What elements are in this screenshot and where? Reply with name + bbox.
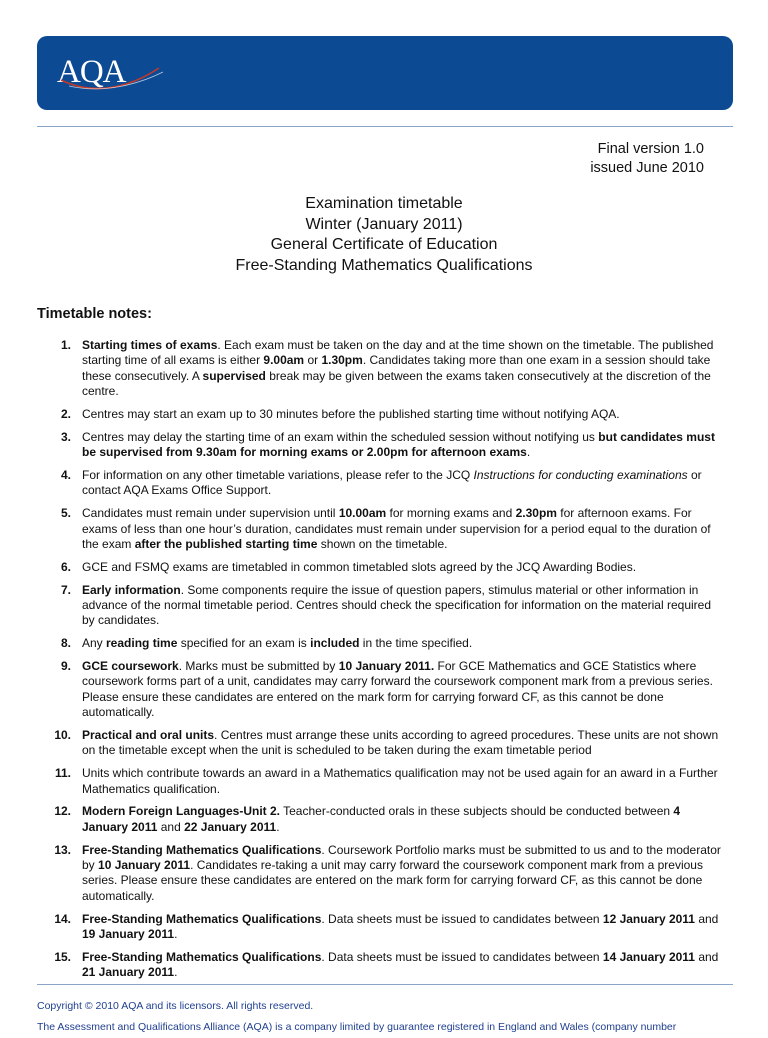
note-text: Practical and oral units bbox=[82, 728, 215, 743]
note-text: Candidates must remain under supervision until bbox=[82, 506, 339, 521]
note-text: 1.30pm bbox=[321, 353, 363, 368]
note-item bbox=[37, 506, 727, 552]
note-text: 21 January 2011 bbox=[82, 965, 175, 980]
note-text: . bbox=[174, 965, 178, 980]
note-text: and bbox=[694, 911, 719, 926]
note-text: Free-Standing Mathematics Qualifications bbox=[82, 911, 322, 926]
note-text: Units which contribute towards an award in a Mathematics qualification may not be used again for an award in a Further Mathematics qualification. bbox=[82, 766, 718, 796]
note-item bbox=[37, 843, 727, 905]
note-text: 14 January 2011 bbox=[602, 949, 695, 964]
note-text: GCE coursework bbox=[82, 659, 179, 674]
note-item bbox=[37, 468, 727, 499]
note-number: 1. bbox=[60, 338, 71, 352]
note-text: Starting times of exams bbox=[82, 338, 218, 352]
note-text: 19 January 2011 bbox=[82, 927, 175, 942]
note-text: . Candidates taking more than one exam in a session should take these consecutively. A bbox=[82, 353, 711, 383]
note-text: Modern Foreign Languages-Unit 2. bbox=[82, 804, 281, 819]
version-info bbox=[590, 140, 704, 178]
note-text: . Candidates re-taking a unit may carry forward the coursework component mark from a previous series. Please ensure these candidates are entered on the mark form for carrying forward CF, as this cannot be done automatically. bbox=[82, 858, 703, 903]
note-text: in the time specified. bbox=[359, 636, 473, 651]
note-text: . Data sheets must be issued to candidates between bbox=[321, 949, 603, 964]
note-number: 15. bbox=[54, 949, 71, 964]
version-line: Final version 1.0 bbox=[597, 141, 704, 157]
note-text: Teacher-conducted orals in these subjects should be conducted between bbox=[280, 804, 674, 819]
note-text: For GCE Mathematics and GCE Statistics where coursework forms part of a unit, candidates may carry forward the coursework component mark from a previous series. Please ensure these candidates are entered on the mark form for carrying forward CF, as this cannot be done automatically. bbox=[82, 659, 713, 720]
note-item bbox=[37, 766, 727, 797]
note-text: Free-Standing Mathematics Qualifications bbox=[82, 842, 322, 857]
note-text: . bbox=[276, 819, 280, 834]
note-number: 4. bbox=[60, 468, 71, 483]
aqa-logo bbox=[57, 52, 126, 92]
note-text: for morning exams and bbox=[386, 506, 516, 521]
note-text: . Coursework Portfolio marks must be submitted to us and to the moderator by bbox=[82, 842, 721, 873]
note-item bbox=[37, 912, 727, 943]
note-text: GCE and FSMQ exams are timetabled in common timetabled slots agreed by the JCQ Awarding Bodies. bbox=[82, 559, 637, 574]
note-text: 22 January 2011 bbox=[184, 819, 277, 834]
note-text: 4 January 2011 bbox=[82, 804, 681, 834]
note-text: Early information bbox=[82, 582, 181, 597]
page-footer bbox=[37, 996, 733, 1038]
note-text: and bbox=[694, 949, 719, 964]
note-text: or contact AQA Exams Office Support. bbox=[82, 468, 702, 498]
note-text: Instructions for conducting examinations bbox=[473, 468, 688, 483]
note-text: reading time bbox=[106, 636, 178, 651]
logo-swoosh-icon bbox=[59, 66, 169, 90]
timetable-notes-list bbox=[37, 338, 727, 988]
note-number: 12. bbox=[54, 804, 71, 819]
title-line: General Certificate of Education bbox=[270, 236, 498, 253]
note-text: 12 January 2011 bbox=[602, 911, 695, 926]
note-item bbox=[37, 804, 727, 835]
note-item bbox=[37, 636, 727, 651]
note-text: specified for an exam is bbox=[177, 636, 311, 651]
note-text: included bbox=[310, 636, 360, 651]
note-text: Centres may delay the starting time of an exam within the scheduled session without notifying us bbox=[82, 429, 599, 444]
note-number: 10. bbox=[54, 728, 71, 743]
note-text: 10.00am bbox=[338, 506, 387, 521]
note-item bbox=[37, 659, 727, 721]
note-number: 9. bbox=[60, 659, 71, 674]
note-text: after the published starting time bbox=[134, 537, 318, 552]
note-item bbox=[37, 430, 727, 461]
note-text: For information on any other timetable variations, please refer to the JCQ bbox=[82, 468, 474, 483]
note-text: Centres may start an exam up to 30 minutes before the published starting time without notifying AQA. bbox=[82, 407, 620, 422]
note-item bbox=[37, 728, 727, 759]
note-text: . Marks must be submitted by bbox=[178, 659, 339, 674]
note-text: for afternoon exams. For exams of less than one hour’s duration, candidates must remain under supervision for a period equal to the duration of the exam bbox=[82, 506, 711, 552]
note-text: 10 January 2011 bbox=[98, 858, 191, 873]
document-title-block bbox=[0, 194, 768, 276]
note-text: . Each exam must be taken on the day and at the time shown on the timetable. The published starting time of all exams is either bbox=[82, 338, 714, 368]
note-item bbox=[37, 950, 727, 981]
note-text: 10 January 2011. bbox=[338, 659, 435, 674]
notes-heading: Timetable notes: bbox=[37, 306, 152, 322]
note-text: supervised bbox=[202, 368, 266, 383]
note-text: . Some components require the issue of question papers, stimulus material or other information in advance of the normal timetable period. Centres should check the specification for information on the material required by candidates. bbox=[82, 582, 712, 628]
title-line: Examination timetable bbox=[305, 195, 463, 212]
note-number: 3. bbox=[60, 429, 71, 444]
note-text: . Data sheets must be issued to candidates between bbox=[321, 911, 603, 926]
note-item bbox=[37, 560, 727, 575]
note-number: 11. bbox=[54, 766, 71, 781]
note-number: 2. bbox=[60, 407, 71, 422]
note-number: 7. bbox=[60, 582, 71, 597]
note-text: . Centres must arrange these units according to agreed procedures. These units are not shown on the timetable except when the unit is scheduled to be taken during the exam timetable period bbox=[82, 728, 719, 758]
title-line: Free-Standing Mathematics Qualifications bbox=[235, 256, 533, 274]
note-text: Any bbox=[82, 636, 107, 651]
note-number: 8. bbox=[60, 636, 71, 651]
copyright-text: Copyright © 2010 AQA and its licensors. All rights reserved. bbox=[37, 1000, 314, 1012]
note-item bbox=[37, 338, 727, 400]
header-banner bbox=[37, 36, 733, 110]
title-line: Winter (January 2011) bbox=[305, 215, 463, 233]
logo-text: AQA bbox=[57, 54, 126, 90]
footer-divider bbox=[37, 984, 733, 985]
header-divider bbox=[37, 126, 733, 127]
note-text: 9.00am bbox=[263, 353, 305, 368]
note-item bbox=[37, 583, 727, 629]
company-text: The Assessment and Qualifications Alliance (AQA) is a company limited by guarantee registered in England and Wales (company number bbox=[37, 1021, 677, 1033]
issue-date-line: issued June 2010 bbox=[590, 160, 704, 176]
note-number: 14. bbox=[54, 911, 71, 926]
note-number: 5. bbox=[60, 506, 71, 521]
note-text: shown on the timetable. bbox=[317, 537, 448, 552]
note-number: 13. bbox=[54, 842, 71, 857]
note-text: 2.30pm bbox=[515, 506, 557, 521]
note-text: or bbox=[304, 353, 322, 368]
note-text: break may be given between the exams taken consecutively at the discretion of the centre. bbox=[82, 368, 711, 399]
note-text: but candidates must be supervised from 9.30am for morning exams or 2.00pm for afternoon exams bbox=[82, 429, 715, 460]
note-text: and bbox=[157, 819, 185, 834]
note-item bbox=[37, 407, 727, 422]
note-number: 6. bbox=[60, 559, 71, 574]
note-text: . bbox=[174, 927, 178, 942]
note-text: . bbox=[526, 445, 531, 460]
note-text: Free-Standing Mathematics Qualifications bbox=[82, 949, 322, 964]
